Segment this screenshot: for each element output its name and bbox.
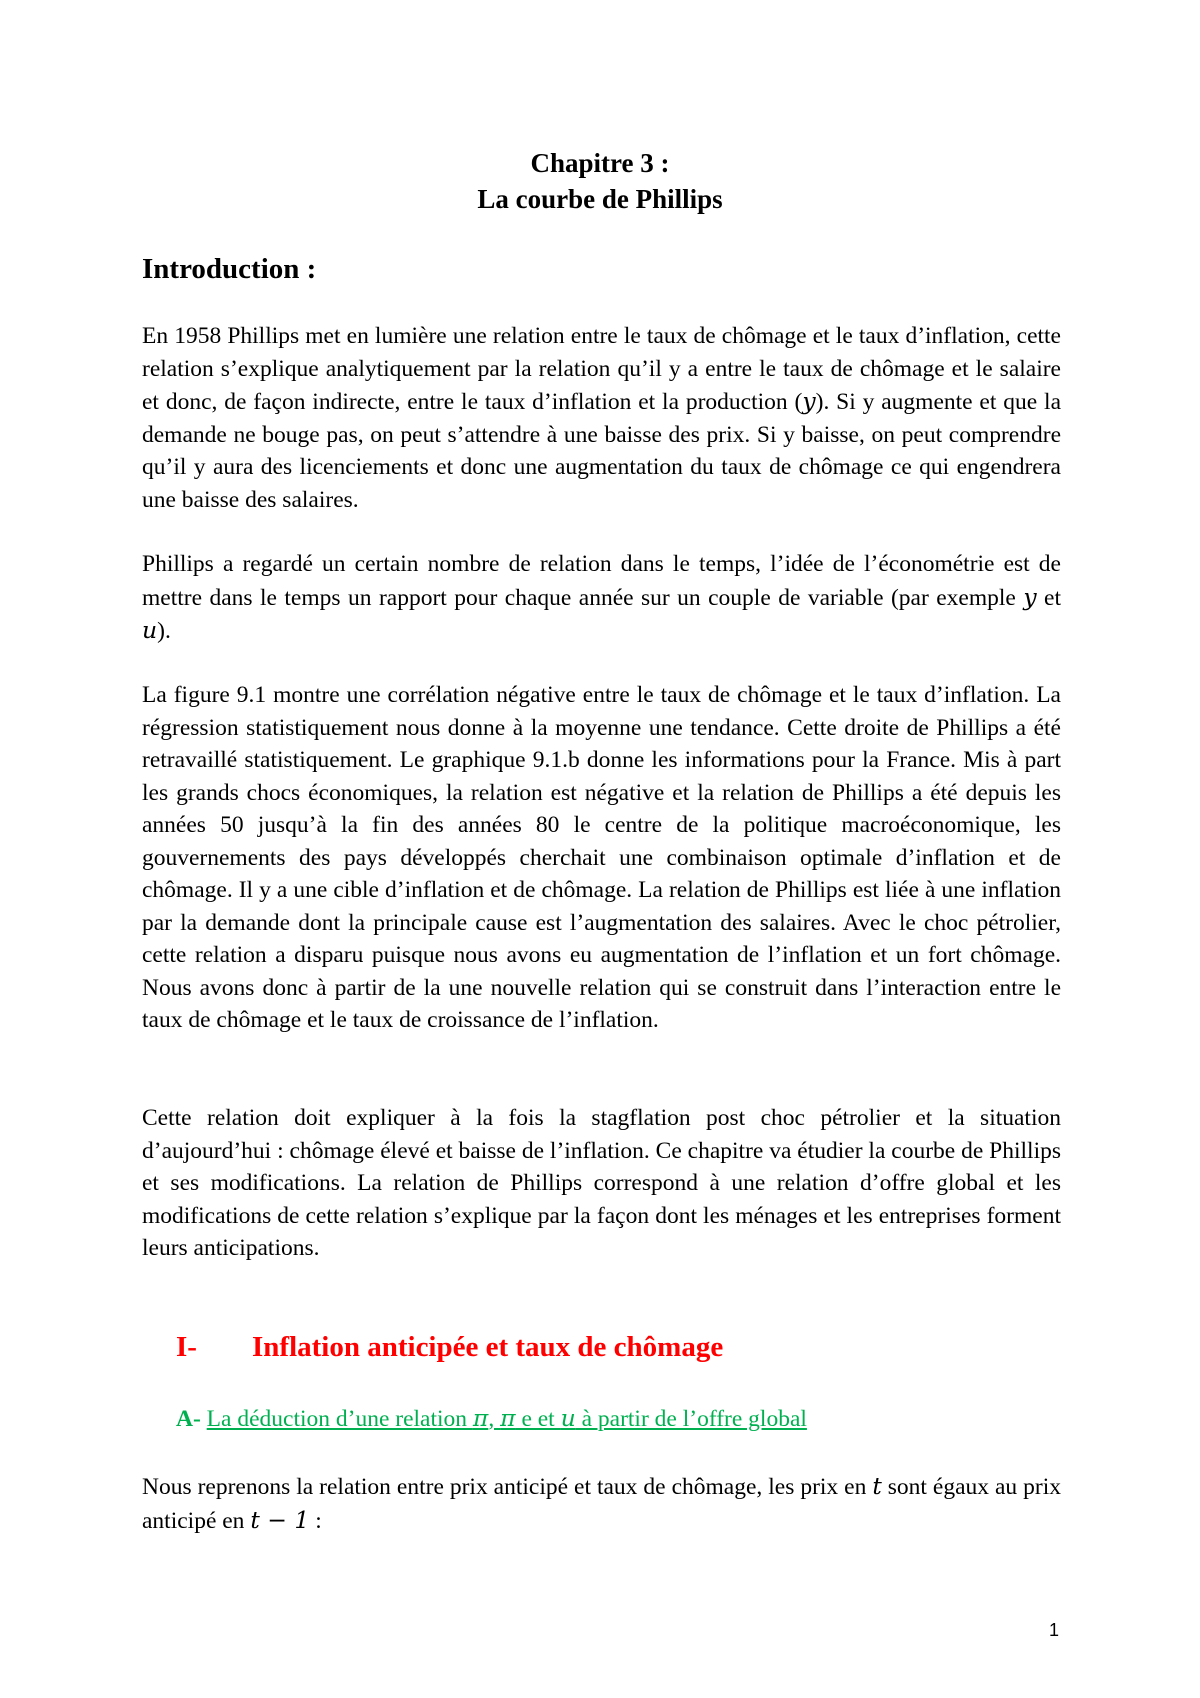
intro-paragraph-1 bbox=[142, 320, 1061, 516]
intro-paragraph-3: La figure 9.1 montre une corrélation négative entre le taux de chômage et le taux d’inflation. La régression statistiquement nous donne à la moyenne une tendance. Cette droite de Phillips a été retravaillé statistiquement. Le graphique 9.1.b donne les informations pour la France. Mis à part les grands chocs économiques, la relation est négative et la relation de Phillips a été depuis les années 50 jusqu’à la fin des années 80 le centre de la politique macroéconomique, les gouvernements des pays développés cherchait une combinaison optimale d’inflation et de chômage. Il y a une cible d’inflation et de chômage. La relation de Phillips est liée à une inflation par la demande dont la principale cause est l’augmentation des salaires. Avec le choc pétrolier, cette relation a disparu puisque nous avons eu augmentation de l’inflation et un fort chômage. Nous avons donc à partir de la une nouvelle relation qui se construit dans l’interaction entre le taux de chômage et le taux de croissance de l’inflation. bbox=[142, 682, 1061, 1033]
math-u: u bbox=[142, 616, 158, 644]
subsection-a-text-b: e et bbox=[515, 1406, 561, 1432]
intro-paragraph-2 bbox=[142, 548, 1061, 648]
p5-text-a: Nous reprenons la relation entre prix anticipé et taux de chômage, les prix en bbox=[142, 1474, 873, 1500]
intro-p1-text-a: En 1958 Phillips met en lumière une relation entre le taux de chômage et le taux d’inflation, cette relation s’explique analytiquement par la relation qu’il y a entre le taux de chômage et le salaire et donc, de façon indirecte, entre le taux d’inflation et la production ( bbox=[142, 323, 1061, 415]
chapter-title: La courbe de Phillips bbox=[477, 184, 723, 214]
math-pi: π bbox=[472, 1404, 489, 1432]
subsection-a-sep: , bbox=[488, 1406, 501, 1432]
math-t-minus-1: t − 1 bbox=[250, 1505, 310, 1534]
introduction-heading: Introduction : bbox=[142, 253, 317, 285]
chapter-number: Chapitre 3 : bbox=[530, 148, 670, 178]
math-u: u bbox=[560, 1404, 576, 1432]
section-1-number: I- bbox=[176, 1331, 197, 1363]
subsection-a-text-a: La déduction d’une relation bbox=[206, 1406, 473, 1432]
section-1-title: Inflation anticipée et taux de chômage bbox=[252, 1331, 724, 1363]
subsection-a-text-c: à partir de l’offre global bbox=[575, 1406, 807, 1432]
section-1-heading bbox=[176, 1331, 723, 1364]
math-y: y bbox=[1023, 582, 1037, 611]
p5-text-b: sont égaux au prix anticipé en bbox=[142, 1474, 1061, 1534]
math-y: y bbox=[802, 387, 816, 415]
intro-paragraph-4: Cette relation doit expliquer à la fois la stagflation post choc pétrolier et la situation d’aujourd’hui : chômage élevé et baisse de l’inflation. Ce chapitre va étudier la courbe de Phillips et ses modifications. La relation de Phillips correspond à une relation d’offre global et les modifications de cette relation s’explique par la façon dont les ménages et les entreprises forment leurs anticipations. bbox=[142, 1105, 1061, 1261]
page-number: 1 bbox=[1049, 1620, 1060, 1640]
intro-p1-text-b: ). Si y augmente et que la demande ne bouge pas, on peut s’attendre à une baisse des prix. Si y baisse, on peut comprendre qu’il y aura des licenciements et donc une augmentation du taux de chômage ce qui engendrera une baisse des salaires. bbox=[142, 389, 1061, 513]
p5-text-c: : bbox=[309, 1507, 322, 1534]
math-pi: π bbox=[500, 1404, 516, 1432]
subsection-a-letter: A- bbox=[176, 1406, 201, 1432]
intro-p2-text-b: ). bbox=[157, 618, 171, 644]
subsection-a-title bbox=[207, 1406, 807, 1432]
intro-p2-text-mid: et bbox=[1036, 584, 1062, 611]
section-1-paragraph-1 bbox=[142, 1470, 1061, 1537]
subsection-a-heading bbox=[176, 1404, 807, 1433]
intro-p2-text-a: Phillips a regardé un certain nombre de relation dans le temps, l’idée de l’économétrie est de mettre dans le temps un rapport pour chaque année sur un couple de variable (par exemple bbox=[142, 551, 1061, 611]
math-t: t bbox=[872, 1472, 882, 1500]
